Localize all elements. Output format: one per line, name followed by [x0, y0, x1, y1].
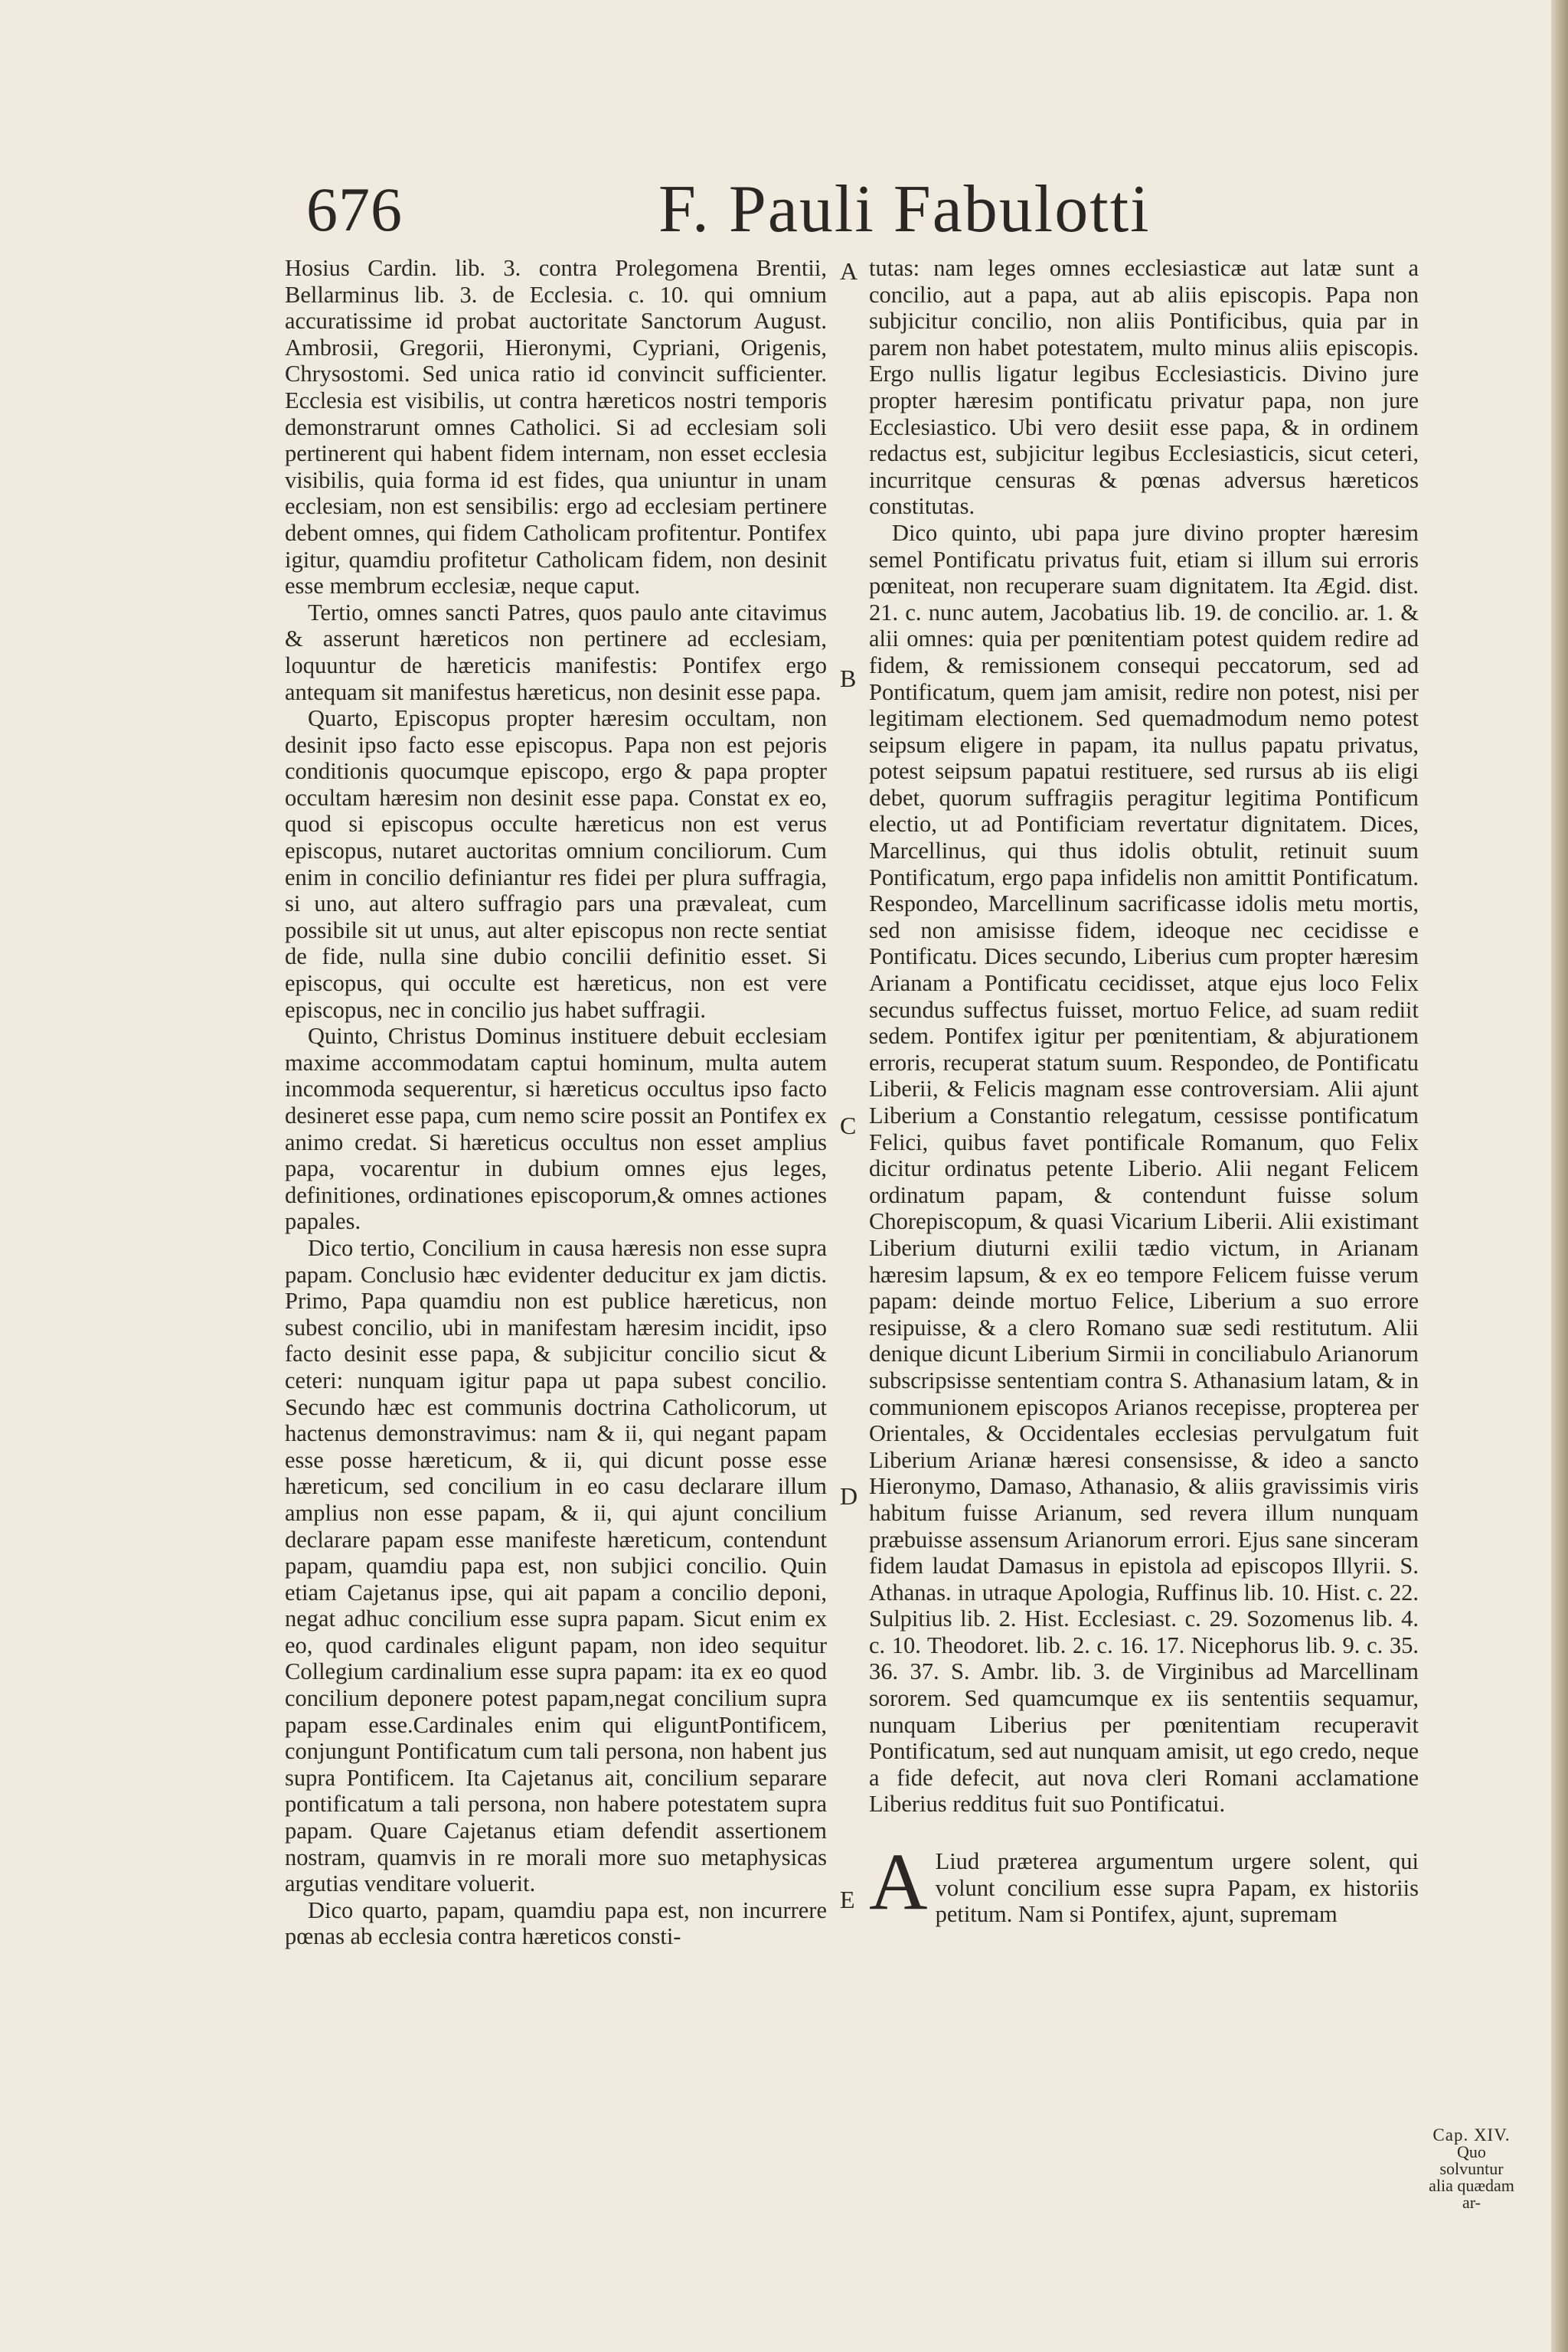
paragraph: Tertio, omnes sancti Patres, quos paulo ante citavimus & asserunt hæreticos non pertinere ad ecclesiam, loquuntur de hæreticis manifestis: Pontifex ergo antequam sit manifestus hæreticus, non desinit esse papa.	[285, 599, 827, 705]
page-number: 676	[306, 175, 403, 244]
running-title: F. Pauli Fabulotti	[658, 172, 1151, 247]
margin-letter-b: B	[840, 665, 857, 692]
chapter-opening-paragraph	[869, 1837, 1419, 1928]
left-column	[285, 255, 827, 1950]
right-column	[869, 255, 1419, 1928]
section-separator	[869, 1818, 1419, 1848]
paragraph: Dico quinto, ubi papa jure divino propter hæresim semel Pontificatu privatus fuit, etiam si illum sui erroris pœniteat, non recuperare suam dignitatem. Ita Ægid. dist. 21. c. nunc autem, Jacobatius lib. 19. de concilio. ar. 1. & alii omnes: quia per pœnitentiam potest quidem redire ad fidem, & remissionem consequi peccatorum, sed ad Pontificatum, quem jam amisit, redire non potest, nisi per legitimam electionem. Sed quemadmodum nemo potest seipsum eligere in papam, ita nullus papatu privatus, potest seipsum papatui restituere, sed rursus ab iis eligi debet, quorum suffragiis peragitur legitima Pontificum electio, ut ad Pontificiam revertatur dignitatem. Dices, Marcellinus, qui thus idolis obtulit, retinuit suum Pontificatum, ergo papa infidelis non amittit Pontificatum. Respondeo, Marcellinum sacrificasse idolis metu mortis, sed non amisisse fidem, ideoque nec cecidisse e Pontificatu. Dices secundo, Liberius cum propter hæresim Arianam a Pontificatu cecidisset, atque ejus loco Felix secundus suffectus fuisset, mortuo Felice, ad suam rediit sedem. Pontifex igitur per pœnitentiam, & abjurationem erroris, recuperat statum suum. Respondeo, de Pontificatu Liberii, & Felicis magnam esse controversiam. Alii ajunt Liberium a Constantio relegatum, cessisse pontificatum Felici, quibus favet pontificale Romanum, quo Felix dicitur ordinatus petente Liberio. Alii negant Felicem ordinatum papam, & contendunt fuisse solum Chorepiscopum, & quasi Vicarium Liberii. Alii existimant Liberium diuturni exilii tædio victum, in Arianam hæresim lapsum, & ex eo tempore Felicem fuisse verum papam: deinde mortuo Felice, Liberium a suo errore resipuisse, & a clero Romano suæ sedi restitutum. Alii denique dicunt Liberium Sirmii in conciliabulo Arianorum subscripsisse sententiam contra S. Athanasium latam, & in communionem episcopos Arianos recepisse, propterea per Orientales, & Occidentales ecclesias pervulgatum fuit Liberium Arianæ hæresi consensisse, & ideo a sancto Hieronymo, Damaso, Athanasio, & aliis gravissimis viris habitum fuisse Arianum, sed revera illum nunquam præbuisse assensum Arianorum errori. Ejus sane sinceram fidem laudat Damasus in epistola ad episcopos Illyrii. S. Athanas. in utraque Apologia, Ruffinus lib. 10. Hist. c. 22. Sulpitius lib. 2. Hist. Ecclesiast. c. 29. Sozomenus lib. 4. c. 10. Theodoret. lib. 2. c. 16. 17. Nicephorus lib. 9. c. 35. 36. 37. S. Ambr. lib. 3. de Virginibus ad Marcellinam sororem. Sed quamcumque ex iis sententiis sequamur, nunquam Liberius per pœnitentiam recuperavit Pontificatum, sed aut nunquam amisit, ut ego credo, neque a fide defecit, aut nova cleri Romani acclamatione Liberius redditus fuit suo Pontificatui.	[869, 519, 1419, 1818]
margin-letter-c: C	[840, 1112, 857, 1139]
drop-cap: A	[869, 1837, 928, 1927]
paragraph: Quarto, Episcopus propter hæresim occultam, non desinit ipso facto esse episcopus. Papa non est pejoris conditionis quocumque episcopo, ergo & papa propter occultam hæresim non desinit esse papa. Constat ex eo, quod si episcopus occulte hæreticus non est verus episcopus, nutaret auctoritas omnium conciliorum. Cum enim in concilio definiantur res fidei per plura suffragia, si uno, aut altero suffragio pars una prævaleat, cum possibile sit ut unus, aut alter episcopus non recte sentiat de fide, nulla sine dubio concilii definitio esset. Si episcopus, qui occulte est hæreticus, non est vere episcopus, nec in concilio jus habet suffragii.	[285, 705, 827, 1023]
paragraph: Dico tertio, Concilium in causa hæresis non esse supra papam. Conclusio hæc evidenter deducitur ex jam dictis. Primo, Papa quamdiu non est publice hæreticus, non subest concilio, ubi in manifestam hæresim incidit, ipso facto desinit esse papa, & subjicitur concilio sicut & ceteri: nunquam igitur papa ut papa subest concilio. Secundo hæc est communis doctrina Catholicorum, ut hactenus demonstravimus: nam & ii, qui negant papam esse posse hæreticum, & ii, qui dicunt posse esse hæreticum, sed concilium in eo casu declarare illum amplius non esse papam, & ii, qui ajunt concilium declarare papam esse manifeste hæreticum, contendunt papam, quamdiu papa est, non subjici concilio. Quin etiam Cajetanus ipse, qui ait papam a concilio deponi, negat adhuc concilium esse supra papam. Sicut enim ex eo, quod cardinales eligunt papam, non ideo sequitur Collegium cardinalium esse supra papam: ita ex eo quod concilium deponere potest papam,negat concilium supra papam esse.Cardinales enim qui eliguntPontificem, conjungunt Pontificatum cum tali persona, non habent jus supra Pontificem. Ita Cajetanus ait, concilium separare pontificatum a tali persona, non habere potestatem supra papam. Quare Cajetanus etiam defendit assertionem nostram, quamvis in re morali more suo metaphysicas argutias venditare voluerit.	[285, 1234, 827, 1897]
side-note	[1426, 2127, 1517, 2211]
paragraph: Hosius Cardin. lib. 3. contra Prolegomena Brentii, Bellarminus lib. 3. de Ecclesia. c. 10. qui omnium accuratissime id probat auctoritate Sanctorum August. Ambrosii, Gregorii, Hieronymi, Cypriani, Origenis, Chrysostomi. Sed unica ratio id convincit sufficienter. Ecclesia est visibilis, ut contra hæreticos nostri temporis demonstrarunt omnes Catholici. Si ad ecclesiam soli pertinerent qui habent fidem internam, non esset ecclesia visibilis, quia forma id est fides, qua uniuntur in unam ecclesiam, non est sensibilis: ergo ad ecclesiam pertinere debent omnes, qui fidem Catholicam profitentur. Pontifex igitur, quamdiu profitetur Catholicam fidem, non desinit esse membrum ecclesiæ, neque caput.	[285, 255, 827, 599]
page-header	[0, 165, 1568, 256]
chapter-opening-text: Liud præterea argumentum urgere solent, qui volunt concilium esse supra Papam, ex historiis petitum. Nam si Pontifex, ajunt, supremam	[935, 1848, 1419, 1928]
side-note-chapter: Cap. XIV.	[1432, 2125, 1511, 2145]
paragraph: tutas: nam leges omnes ecclesiasticæ aut latæ sunt a concilio, aut a papa, aut ab aliis episcopis. Papa non subjicitur concilio, non aliis Pontificibus, quia par in parem non habet potestatem, multo minus aliis episcopis. Ergo nullis ligatur legibus Ecclesiasticis. Divino jure propter hæresim pontificatu privatur papa, non jure Ecclesiastico. Ubi vero desiit esse papa, & in ordinem redactus est, subjicitur legibus Ecclesiasticis, sicut ceteri, incurritque censuras & pœnas adversus hæreticos constitutas.	[869, 255, 1419, 520]
paragraph: Quinto, Christus Dominus instituere debuit ecclesiam maxime accommodatam captui hominum, multa autem incommoda sequerentur, si hæreticus occultus ipso facto desineret esse papa, cum nemo scire possit an Pontifex ex animo credat. Si hæreticus occultus non esset amplius papa, vocarentur in dubium omnes ejus leges, definitiones, ordinationes episcoporum,& omnes actiones papales.	[285, 1023, 827, 1235]
margin-letter-e: E	[840, 1886, 855, 1913]
side-note-text: Quo solvuntur alia quædam ar-	[1429, 2142, 1514, 2212]
margin-letter-a: A	[840, 257, 858, 285]
margin-letter-d: D	[840, 1482, 858, 1510]
paragraph: Dico quarto, papam, quamdiu papa est, non incurrere pœnas ab ecclesia contra hæreticos consti-	[285, 1896, 827, 1950]
book-binding-edge	[1551, 0, 1568, 2352]
